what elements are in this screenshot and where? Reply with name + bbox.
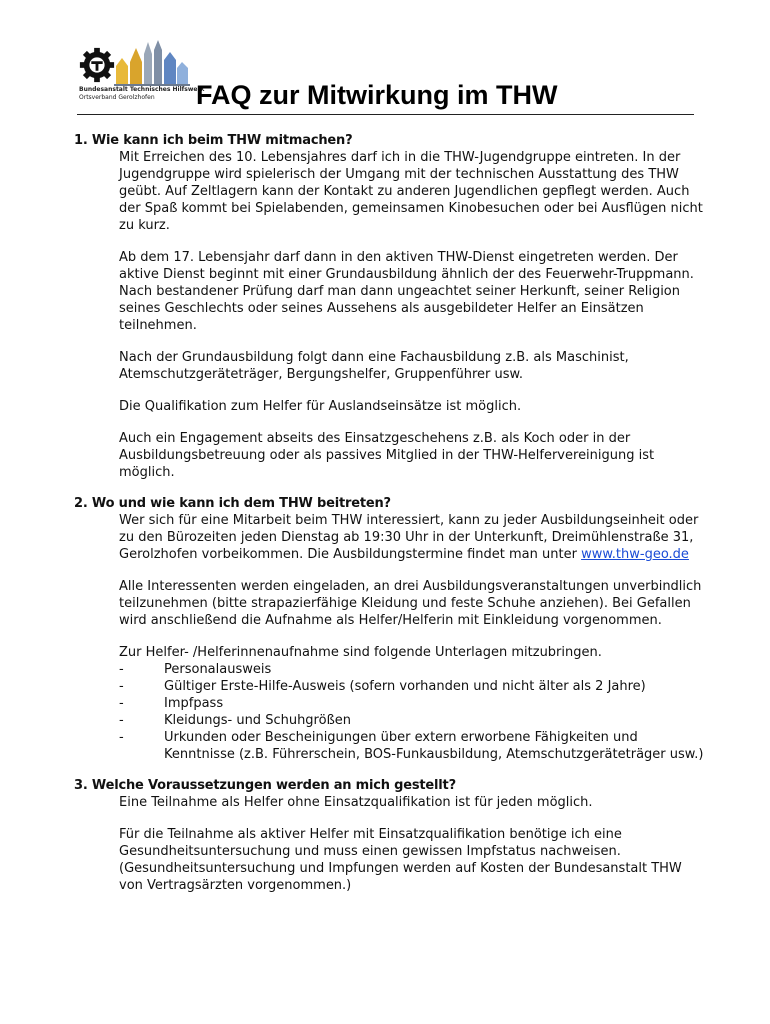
faq-answer-1-paragraph-5: Auch ein Engagement abseits des Einsatzgeschehens z.B. als Koch oder in der Ausbildungsbetreuung oder als passives Mitglied in der THW-Helfervereinigung ist möglich.: [119, 431, 655, 480]
website-link[interactable]: www.thw-geo.de: [581, 547, 689, 562]
list-item: [119, 695, 704, 712]
list-bullet: -: [119, 679, 124, 694]
faq-content: [74, 132, 704, 894]
faq-answer-1-paragraph-4: Die Qualifikation zum Helfer für Auslandseinsätze ist möglich.: [119, 399, 522, 414]
faq-answer-1-paragraph-3: Nach der Grundausbildung folgt dann eine Fachausbildung z.B. als Maschinist, Atemschutzgeräteträger, Bergungshelfer, Gruppenführer usw.: [119, 350, 629, 382]
faq-question-1: 1. Wie kann ich beim THW mitmachen?: [74, 133, 353, 148]
list-item: [119, 712, 704, 729]
faq-answer-1-paragraph-1: Mit Erreichen des 10. Lebensjahres darf ich in die THW-Jugendgruppe eintreten. In der Jugendgruppe wird spielerisch der Umgang mit der technischen Ausstattung des THW geübt. Auf Zeltlagern kann der Kontakt zu anderen Jugendlichen gepflegt werden. Auch der Spaß kommt bei Spielabenden, gemeinsamen Kinobesuchen oder bei Ausflügen nicht zu kurz.: [119, 150, 703, 233]
faq-answer-2-paragraph-2: Alle Interessenten werden eingeladen, an drei Ausbildungsveranstaltungen unverbindlich teilzunehmen (bitte strapazierfähige Kleidung und feste Schuhe anziehen). Bei Gefallen wird anschließend die Aufnahme als Helfer/Helferin mit Einkleidung vorgenommen.: [119, 579, 702, 628]
list-item-text: Gültiger Erste-Hilfe-Ausweis (sofern vorhanden und nicht älter als 2 Jahre): [164, 679, 646, 694]
town-skyline-logo-icon: [114, 40, 190, 86]
list-bullet: -: [119, 662, 124, 677]
faq-answer-3-paragraph-1: Eine Teilnahme als Helfer ohne Einsatzqualifikation ist für jeden möglich.: [119, 795, 593, 810]
faq-answer-2-text: Wer sich für eine Mitarbeit beim THW interessiert, kann zu jeder Ausbildungseinheit oder zu den Bürozeiten jeden Dienstag ab 19:30 Uhr in der Unterkunft, Dreimühlenstraße 31, Gerolzhofen vorbeikommen. Die Ausbildungstermine findet man unter: [119, 513, 699, 562]
list-item-text: Urkunden oder Bescheinigungen über extern erworbene Fähigkeiten und Kenntnisse (z.B. Führerschein, BOS-Funkausbildung, Atemschutzgeräteträger usw.): [164, 730, 704, 762]
faq-answer-2-paragraph-3: Zur Helfer- /Helferinnenaufnahme sind folgende Unterlagen mitzubringen.: [119, 645, 602, 660]
faq-answer-2-paragraph-1: [119, 512, 704, 563]
faq-answer-1-paragraph-2: Ab dem 17. Lebensjahr darf dann in den aktiven THW-Dienst eingetreten werden. Der aktive Dienst beginnt mit einer Grundausbildung ähnlich der des Feuerwehr-Truppmann. Nach bestandener Prüfung darf man dann ungeachtet seiner Herkunft, seiner Religion seines Geschlechts oder seines Aussehens als ausgebildeter Helfer an Einsätzen teilnehmen.: [119, 250, 694, 333]
thw-gear-logo-icon: [78, 46, 116, 84]
faq-question-2: 2. Wo und wie kann ich dem THW beitreten?: [74, 496, 391, 511]
required-documents-list: [119, 661, 704, 763]
faq-answer-3-paragraph-2: Für die Teilnahme als aktiver Helfer mit Einsatzqualifikation benötige ich eine Gesundheitsuntersuchung und muss einen gewissen Impfstatus nachweisen. (Gesundheitsuntersuchung und Impfungen werden auf Kosten der Bundesanstalt THW von Vertragsärzten vorgenommen.): [119, 827, 682, 893]
list-item: [119, 729, 704, 763]
list-item-text: Impfpass: [164, 696, 224, 711]
page-title: FAQ zur Mitwirkung im THW: [196, 80, 558, 110]
list-item-text: Personalausweis: [164, 662, 272, 677]
list-bullet: -: [119, 730, 124, 745]
list-item: [119, 678, 704, 695]
faq-question-3: 3. Welche Voraussetzungen werden an mich gestellt?: [74, 778, 456, 793]
list-bullet: -: [119, 713, 124, 728]
organization-branch: Ortsverband Gerolzhofen: [79, 94, 155, 101]
header-divider: [77, 114, 694, 115]
list-item: [119, 661, 704, 678]
organization-name: Bundesanstalt Technisches Hilfswerk: [79, 86, 205, 93]
list-item-text: Kleidungs- und Schuhgrößen: [164, 713, 351, 728]
list-bullet: -: [119, 696, 124, 711]
